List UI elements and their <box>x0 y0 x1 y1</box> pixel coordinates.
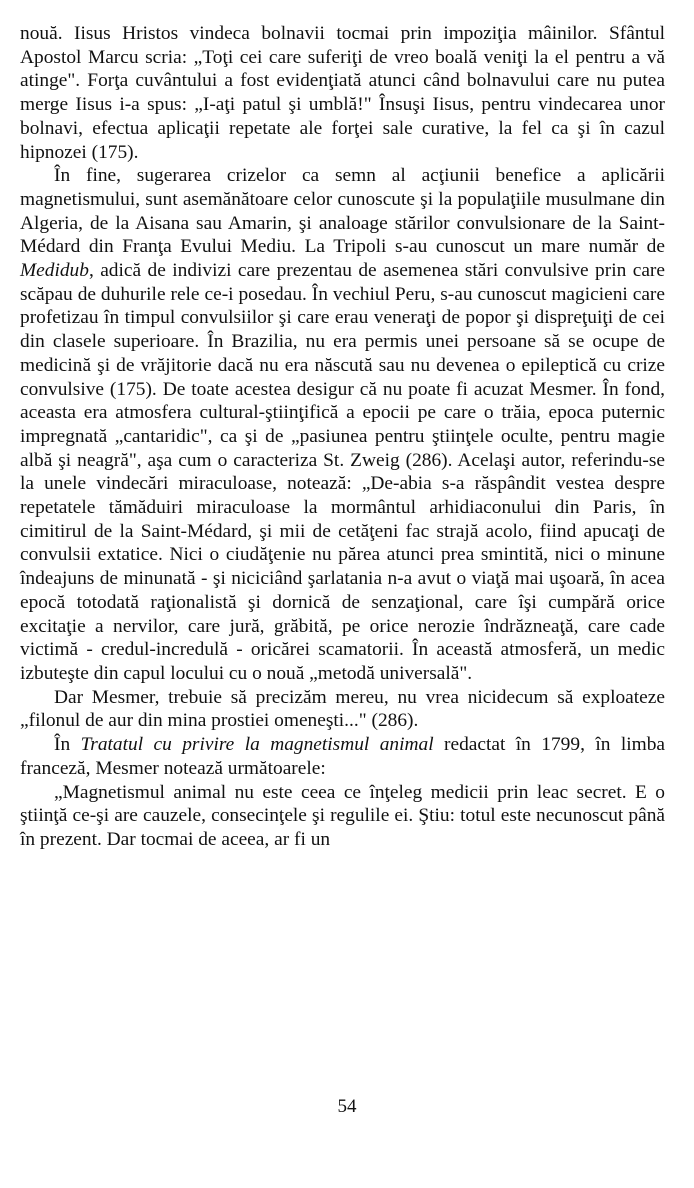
paragraph-text: În <box>54 734 81 756</box>
paragraph-text: În fine, sugerarea crizelor ca semn al acţiunii benefice a aplicării magnetismului, sunt asemănătoare celor cunoscute şi la populaţiile musulmane din Algeria, de la Aisana sau Amarin, şi analoage stărilor convulsionare de la Saint-Médard din Franţa Evului Mediu. La Tripoli s-au cunoscut un mare număr de <box>20 165 665 258</box>
paragraph-text: nouă. Iisus Hristos vindeca bolnavii tocmai prin impoziţia mâinilor. Sfântul Apostol Marcu scria: „Toţi cei care suferiţi de vreo boală veniţi la el pentru a vă atinge". Forţa cuvântului a fost evidenţiată atunci când bolnavului care nu putea merge Iisus i-a spus: „I-aţi patul şi umblă!" Însuşi Iisus, pentru vindecarea unor bolnavi, efectua aplicaţii repetate ale forţei sale curative, la fel ca şi în cazul hipnozei (175). <box>20 23 665 163</box>
paragraph <box>20 733 665 780</box>
paragraph-text-continued: , adică de indivizi care prezentau de asemenea stări convulsive prin care scăpau de duhurile rele ce-i posedau. În vechiul Peru, s-au cunoscut magicieni care profetizau în timpul convulsiilor şi care erau veneraţi de popor şi dispreţuiţi de cei din clasele superioare. În Brazilia, nu era permis unei persoane să se ocupe de medicină şi de vrăjitorie dacă nu era născută sau nu devenea o epileptică cu crize convulsive (175). De toate acestea desigur că nu poate fi acuzat Mesmer. În fond, aceasta era atmosfera cultural-ştiinţifică a epocii pe care o trăia, epoca puternic impregnată „cantaridic", ca şi de „pasiunea pentru ştiinţele oculte, pentru magie albă şi neagră", aşa cum o caracteriza St. Zweig (286). Acelaşi autor, referindu-se la unele vindecări miraculoase, notează: „De-abia s-a răspândit vestea despre repetatele tămăduiri miraculoase la mormântul arhidiaconului din Paris, în cimitirul de la Saint-Médard, şi mii de cetăţeni fac strajă acolo, fiind apucaţi de convulsii extatice. Nici o ciudăţenie nu părea atunci prea smintită, nici o minune îndeajuns de minunată - şi niciciând şarlatania n-a avut o viaţă mai uşoară, în acea epocă totodată raţionalistă şi dornică de senzaţional, care îşi cumpără orice excitaţie a nervilor, care jură, grăbită, pe orice nerozie îndrăzneaţă, care cade victimă - credul-incredulă - oricărei scamatorii. În această atmosferă, un medic izbuteşte din capul locului cu o nouă „metodă universală". <box>20 260 665 684</box>
paragraph-text: „Magnetismul animal nu este ceea ce înţeleg medicii prin leac secret. E o ştiinţă ce-şi are cauzele, consecinţele şi regulile ei. Ştiu: totul este necunoscut până în prezent. Dar tocmai de aceea, ar fi un <box>20 781 665 850</box>
emphasized-term: Medidub <box>20 260 89 282</box>
paragraph-text: Dar Mesmer, trebuie să precizăm mereu, nu vrea nicidecum să exploateze „filonul de aur din mina prostiei omeneşti..." (286). <box>20 686 665 732</box>
document-page <box>20 22 665 852</box>
paragraph <box>20 686 665 733</box>
page-number: 54 <box>337 1096 357 1117</box>
paragraph <box>20 781 665 852</box>
paragraph <box>20 164 665 685</box>
paragraph-text-continued: redactat în 1799, în limba franceză, Mesmer notează următoarele: <box>20 734 665 779</box>
emphasized-title: Tratatul cu privire la magnetismul animal <box>80 734 434 756</box>
paragraph <box>20 22 665 164</box>
